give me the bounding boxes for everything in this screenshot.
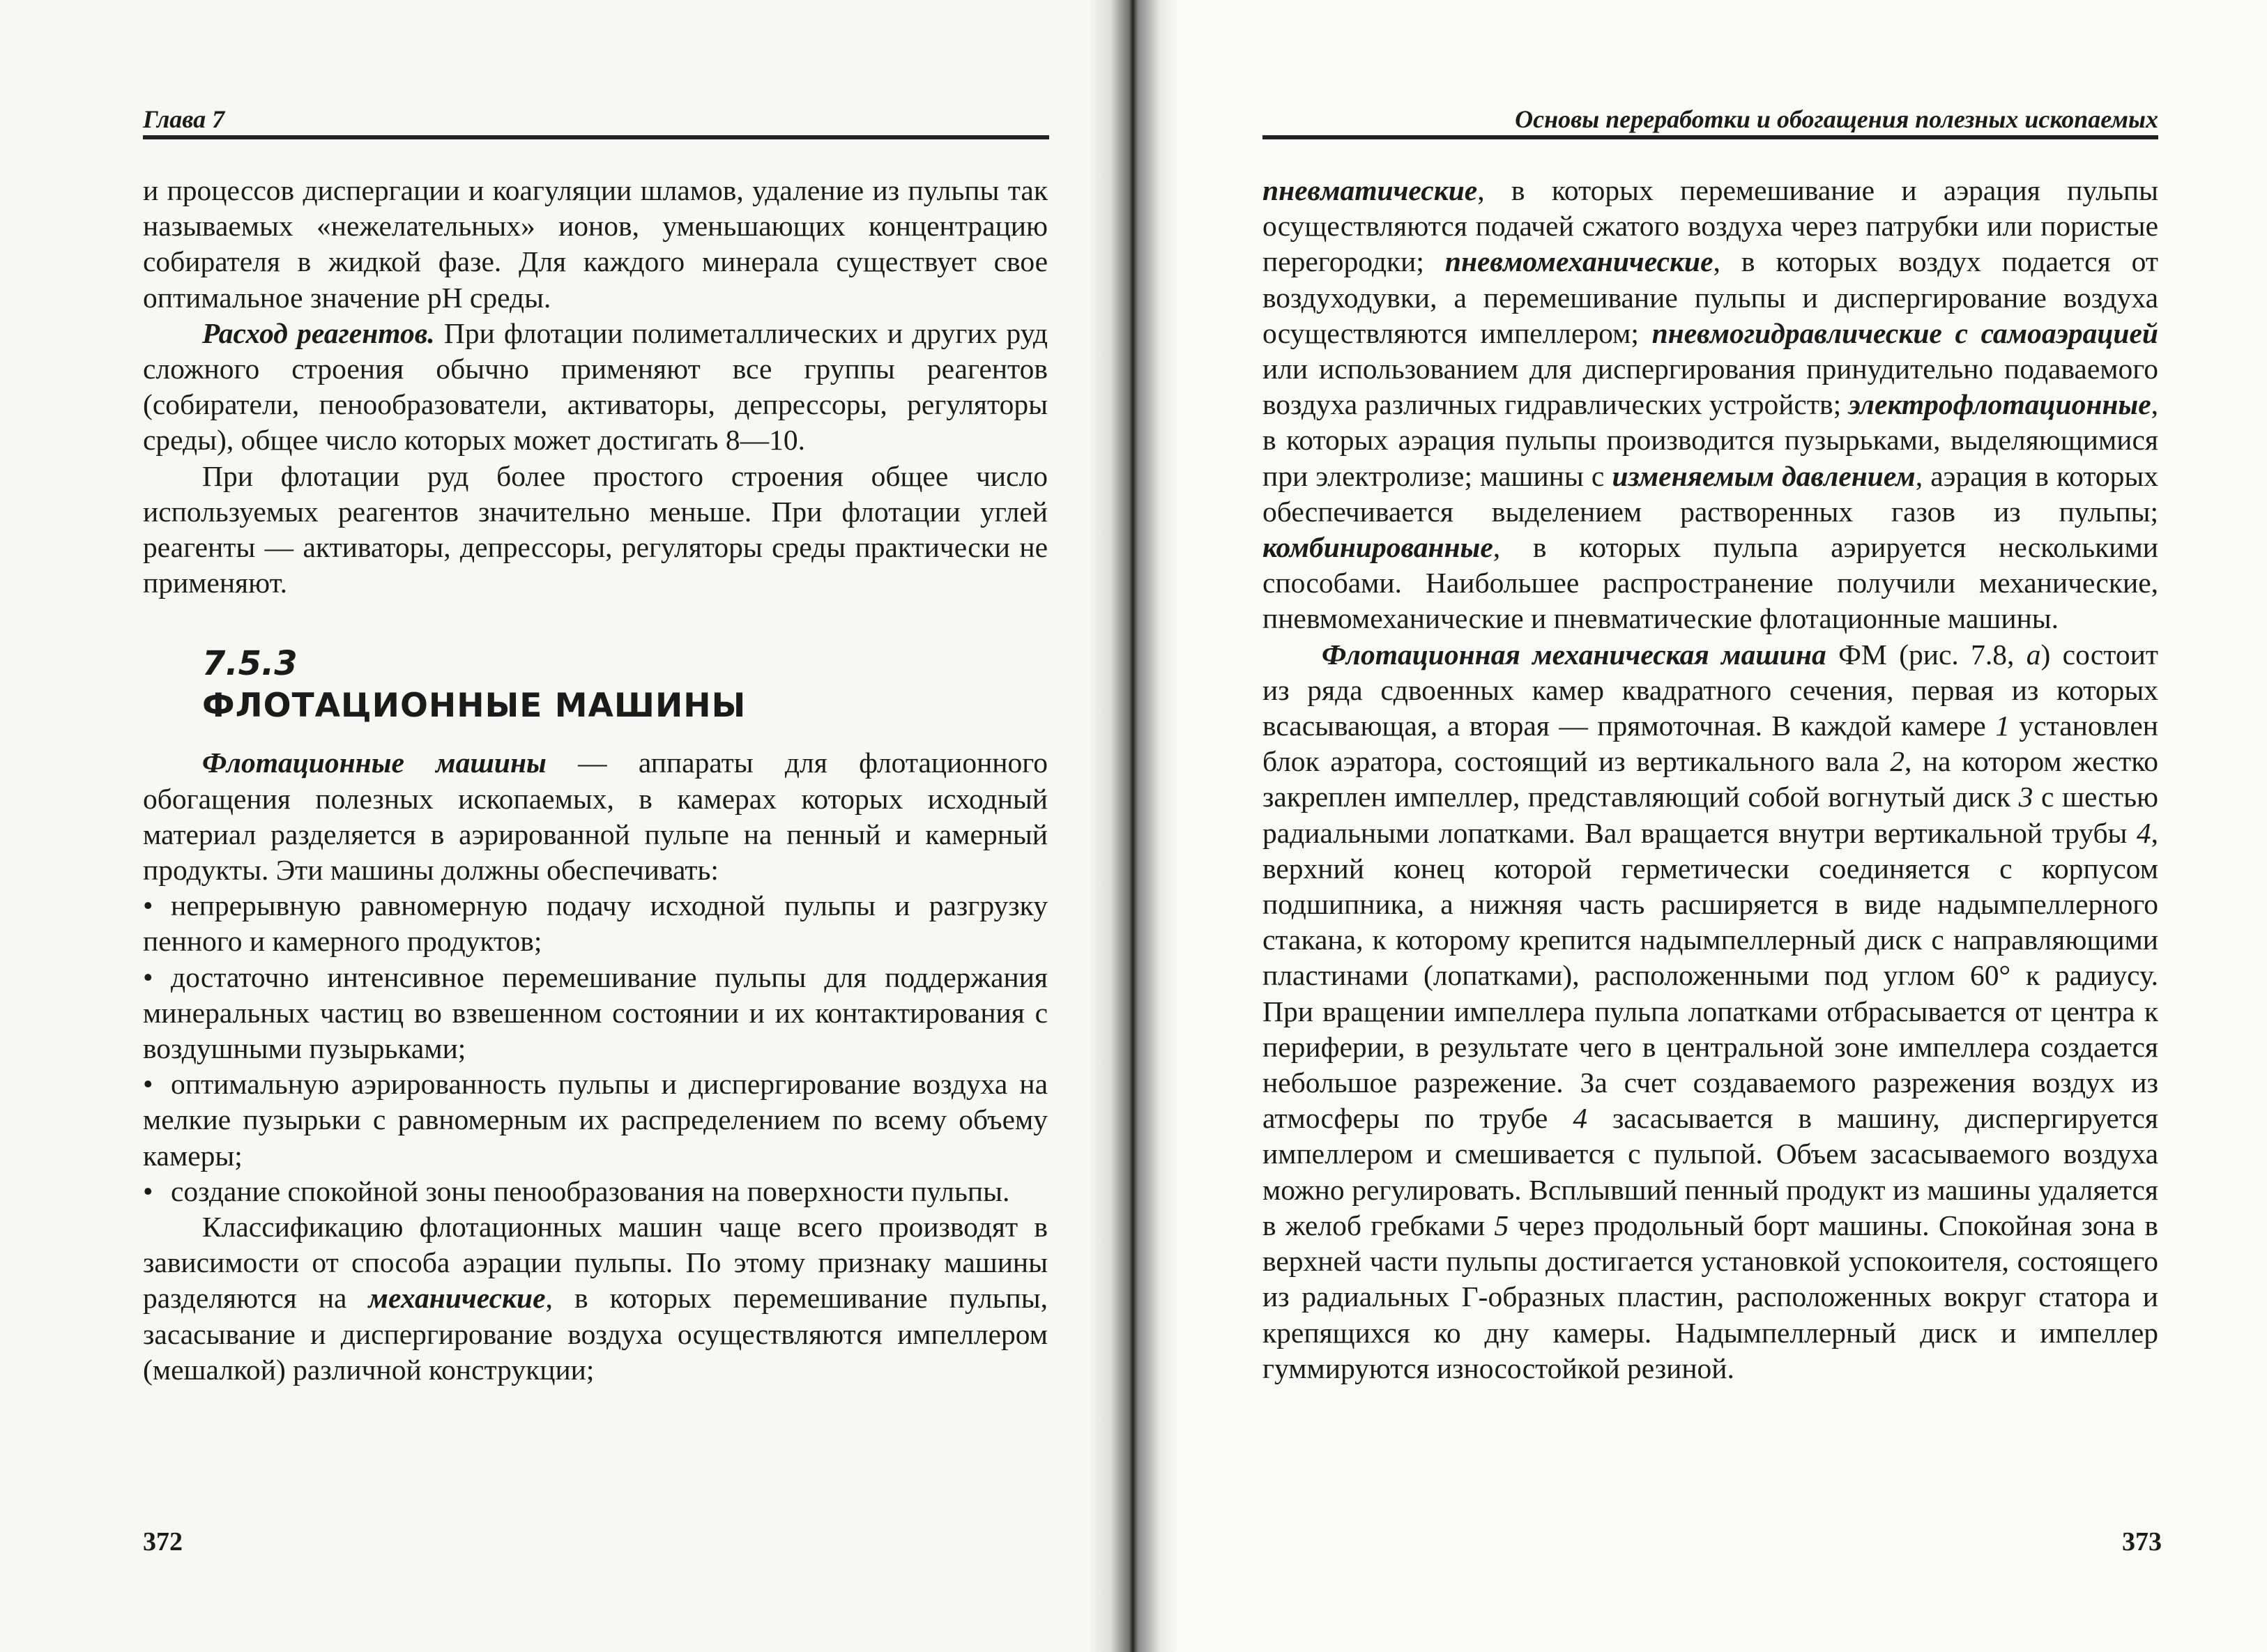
list-item [143,1174,1048,1209]
item-number: 5 [1494,1209,1509,1241]
right-page-text [1262,173,2158,1386]
list-item [143,1066,1048,1174]
term: Флотационная механическая машина [1322,638,1826,671]
paragraph-text: , в которых перемешивание пульпы, засасывание и диспергирование воздуха осуществляются импеллером (мешалкой) различной конструкции; [143,1282,1048,1386]
bullet-icon: • [143,1068,153,1101]
running-head-left: Глава 7 [143,103,1049,139]
paragraph [143,316,1048,459]
paragraph-text: , на котором жестко закреплен импеллер, представляющий собой вогнутый диск [1262,745,2158,813]
list-item-text: достаточно интенсивное перемешивание пульпы для поддержания минеральных частиц во взвешенном состоянии и их контактирования с воздушными пузырьками; [143,961,1048,1065]
page-number-right: 373 [2122,1527,2162,1557]
term: механические [368,1282,546,1315]
left-page-text [143,173,1048,1388]
paragraph-text: , в которых воздух подается от воздуходувки, а перемешивание пульпы и диспергирование воздуха осуществляются импеллером; [1262,245,2158,349]
paragraph [143,1209,1048,1388]
list-item-text: создание спокойной зоны пенообразования на поверхности пульпы. [171,1175,1010,1207]
running-head-right: Основы переработки и обогащения полезных ископаемых [1262,103,2158,139]
paragraph [1262,637,2158,1386]
paragraph-text: или использованием для диспергирования принудительно подаваемого воздуха различных гидравлических устройств; [1262,353,2158,421]
list-item [143,888,1048,959]
paragraph-text: , в которых перемешивание и аэрация пульпы осуществляются подачей сжатого воздуха через патрубки или пористые перегородки; [1262,174,2158,278]
paragraph: и процессов диспергации и коагуляции шламов, удаление из пульпы так называемых «нежелательных» ионов, уменьшающих концентрацию собирателя в жидкой фазе. Для каждого минерала существует свое оптимальное значение pH среды. [143,174,1048,314]
paragraph-text: , верхний конец которой герметически соединяется с корпусом подшипника, а нижняя часть расширяется в виде надымпеллерного стакана, к которому крепится надымпеллерный диск с направляющими пластинами (лопатками), расположенными под углом 60° к радиусу. При вращении импеллера пульпа лопатками отбрасывается от центра к периферии, в результате чего в центральной зоне импеллера создается небольшое разрежение. За счет создаваемого разрежения воздух из атмосферы по трубе [1262,816,2158,1135]
term: пневматические [1262,174,1478,206]
item-number: 1 [1995,710,2010,742]
term: электрофлотационные [1848,388,2151,421]
paragraph-text: установлен блок аэратора, состоящий из вертикального вала [1262,710,2158,778]
term: изменяемым давлением [1612,459,1916,492]
item-number: 4 [2136,816,2151,849]
term: пневмомеханические [1444,245,1713,278]
paragraph-text: При флотации полиметаллических и других руд сложного строения обычно применяют все группы реагентов (собиратели, пенообразователи, активаторы, депрессоры, регуляторы среды), общее число которых может достигать 8—10. [143,316,1048,457]
paragraph-text: ФМ (рис. 7.8, [1826,638,2026,671]
list-item-text: непрерывную равномерную подачу исходной пульпы и разгрузку пенного и камерного продуктов; [143,889,1048,958]
list-item [143,960,1048,1067]
paragraph-text: , в которых аэрация пульпы производится пузырьками, выделяющимися при электролизе; машины с [1262,388,2158,492]
paragraph-text: ) состоит из ряда сдвоенных камер квадратного сечения, первая из которых всасывающая, а вторая — прямоточная. В каждой камере [1262,638,2158,742]
section-title: ФЛОТАЦИОННЫЕ МАШИНЫ [202,687,747,726]
bullet-icon: • [143,889,153,922]
paragraph-text: с шестью радиальными лопатками. Вал вращается внутри вертикальной трубы [1262,781,2158,849]
item-number: 3 [2018,781,2033,813]
paragraph [143,745,1048,888]
paragraph [1262,173,2158,637]
paragraph-text: — аппараты для флотационного обогащения полезных ископаемых, в камерах которых исходный материал разделяется в аэрированной пульпе на пенный и камерный продукты. Эти машины должны обеспечивать: [143,747,1048,887]
right-page [1134,0,2267,1652]
bullet-icon: • [143,961,153,993]
item-number: 4 [1573,1102,1588,1135]
term: пневмогидравлические с самоаэрацией [1651,316,2158,349]
bullet-icon: • [143,1175,153,1207]
paragraph-text: , в которых пульпа аэрируется несколькими способами. Наибольшее распространение получили механические, пневмомеханические и пневматические флотационные машины. [1262,531,2158,635]
page-number-left: 372 [143,1527,183,1557]
term: комбинированные [1262,531,1493,564]
item-number: 2 [1890,745,1905,778]
paragraph-text: засасывается в машину, диспергируется импеллером и смешивается с пульпой. Объем засасываемого воздуха можно регулировать. Всплывший пенный продукт из машины удаляется в желоб гребками [1262,1102,2159,1241]
section-number: 7.5.3 [202,644,298,684]
paragraph: При флотации руд более простого строения общее число используемых реагентов значительно меньше. При флотации углей реагенты — активаторы, депрессоры, регуляторы среды практически не применяют. [143,459,1048,599]
term: Флотационные машины [202,747,547,779]
figure-ref: а [2026,638,2041,671]
paragraph-text: через продольный борт машины. Спокойная зона в верхней части пульпы достигается установкой успокоителя, состоящего из радиальных Г-образных пластин, расположенных вокруг статора и крепящихся ко дну камеры. Надымпеллерный диск и импеллер гуммируются износостойкой резиной. [1262,1209,2158,1384]
paragraph-text: Классификацию флотационных машин чаще всего производят в зависимости от способа аэрации пульпы. По этому признаку машины разделяются на [143,1211,1048,1315]
list-item-text: оптимальную аэрированность пульпы и диспергирование воздуха на мелкие пузырьки с равномерным их распределением по всему объему камеры; [143,1068,1048,1172]
paragraph-text: , аэрация в которых обеспечивается выделением растворенных газов из пульпы; [1262,459,2159,528]
term: Расход реагентов. [202,316,435,349]
